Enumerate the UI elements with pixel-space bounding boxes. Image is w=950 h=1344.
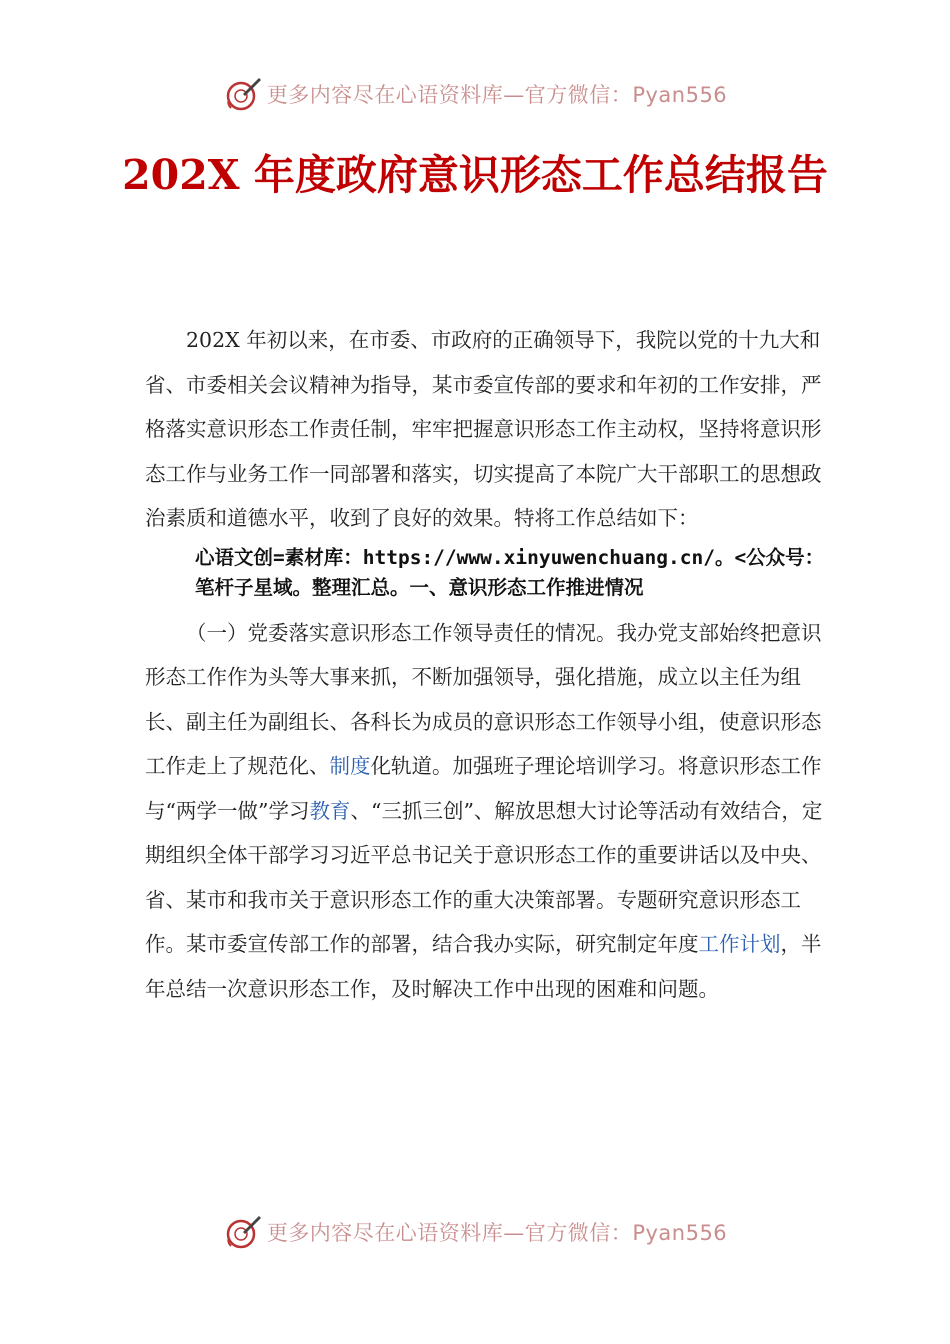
banner-text: 更多内容尽在心语资料库—官方微信：Pyan556 [266, 1221, 728, 1245]
document-title: 202X 年度政府意识形态工作总结报告 [122, 151, 828, 199]
footer-watermark-banner [0, 1210, 950, 1254]
promo-line: 心语文创=素材库：https://www.xinyuwenchuang.cn/。<公众号：笔杆子星域。整理汇总。一、意识形态工作推进情况 [195, 545, 825, 599]
document-body [145, 318, 825, 1011]
pen-logo-icon [223, 74, 263, 114]
wechat-id: Pyan556 [632, 1221, 728, 1245]
section1-paragraph: （一）党委落实意识形态工作领导责任的情况。我办党支部始终把意识形态工作作为头等大事来抓，不断加强领导，强化措施，成立以主任为组长、副主任为副组长、各科长为成员的意识形态工作领导小组，使意识形态工作走上了规范化、制度化轨道。加强班子理论培训学习。将意识形态工作与“两学一做”学习教育、“三抓三创”、解放思想大讨论等活动有效结合，定期组织全体干部学习习近平总书记关于意识形态工作的重要讲话以及中央、省、某市和我市关于意识形态工作的重大决策部署。专题研究意识形态工作。某市委宣传部工作的部署，结合我办实际，研究制定年度工作计划，半年总结一次意识形态工作，及时解决工作中出现的困难和问题。 [145, 620, 823, 1001]
intro-paragraph: 202X 年初以来，在市委、市政府的正确领导下，我院以党的十九大和省、市委相关会议精神为指导，某市委宣传部的要求和年初的工作安排，严格落实意识形态工作责任制，牢牢把握意识形态工作主动权，坚持将意识形态工作与业务工作一同部署和落实，切实提高了本院广大干部职工的思想政治素质和道德水平，收到了良好的效果。特将工作总结如下： [145, 328, 822, 530]
link-gongzuo-jihua[interactable]: 工作计划 [698, 932, 781, 956]
pen-logo-icon [223, 1212, 263, 1252]
link-zhidu[interactable]: 制度 [329, 754, 371, 778]
link-jiaoyu[interactable]: 教育 [309, 798, 351, 823]
wechat-id: Pyan556 [632, 83, 728, 107]
header-watermark-banner [0, 72, 950, 116]
banner-text: 更多内容尽在心语资料库—官方微信：Pyan556 [266, 83, 728, 107]
